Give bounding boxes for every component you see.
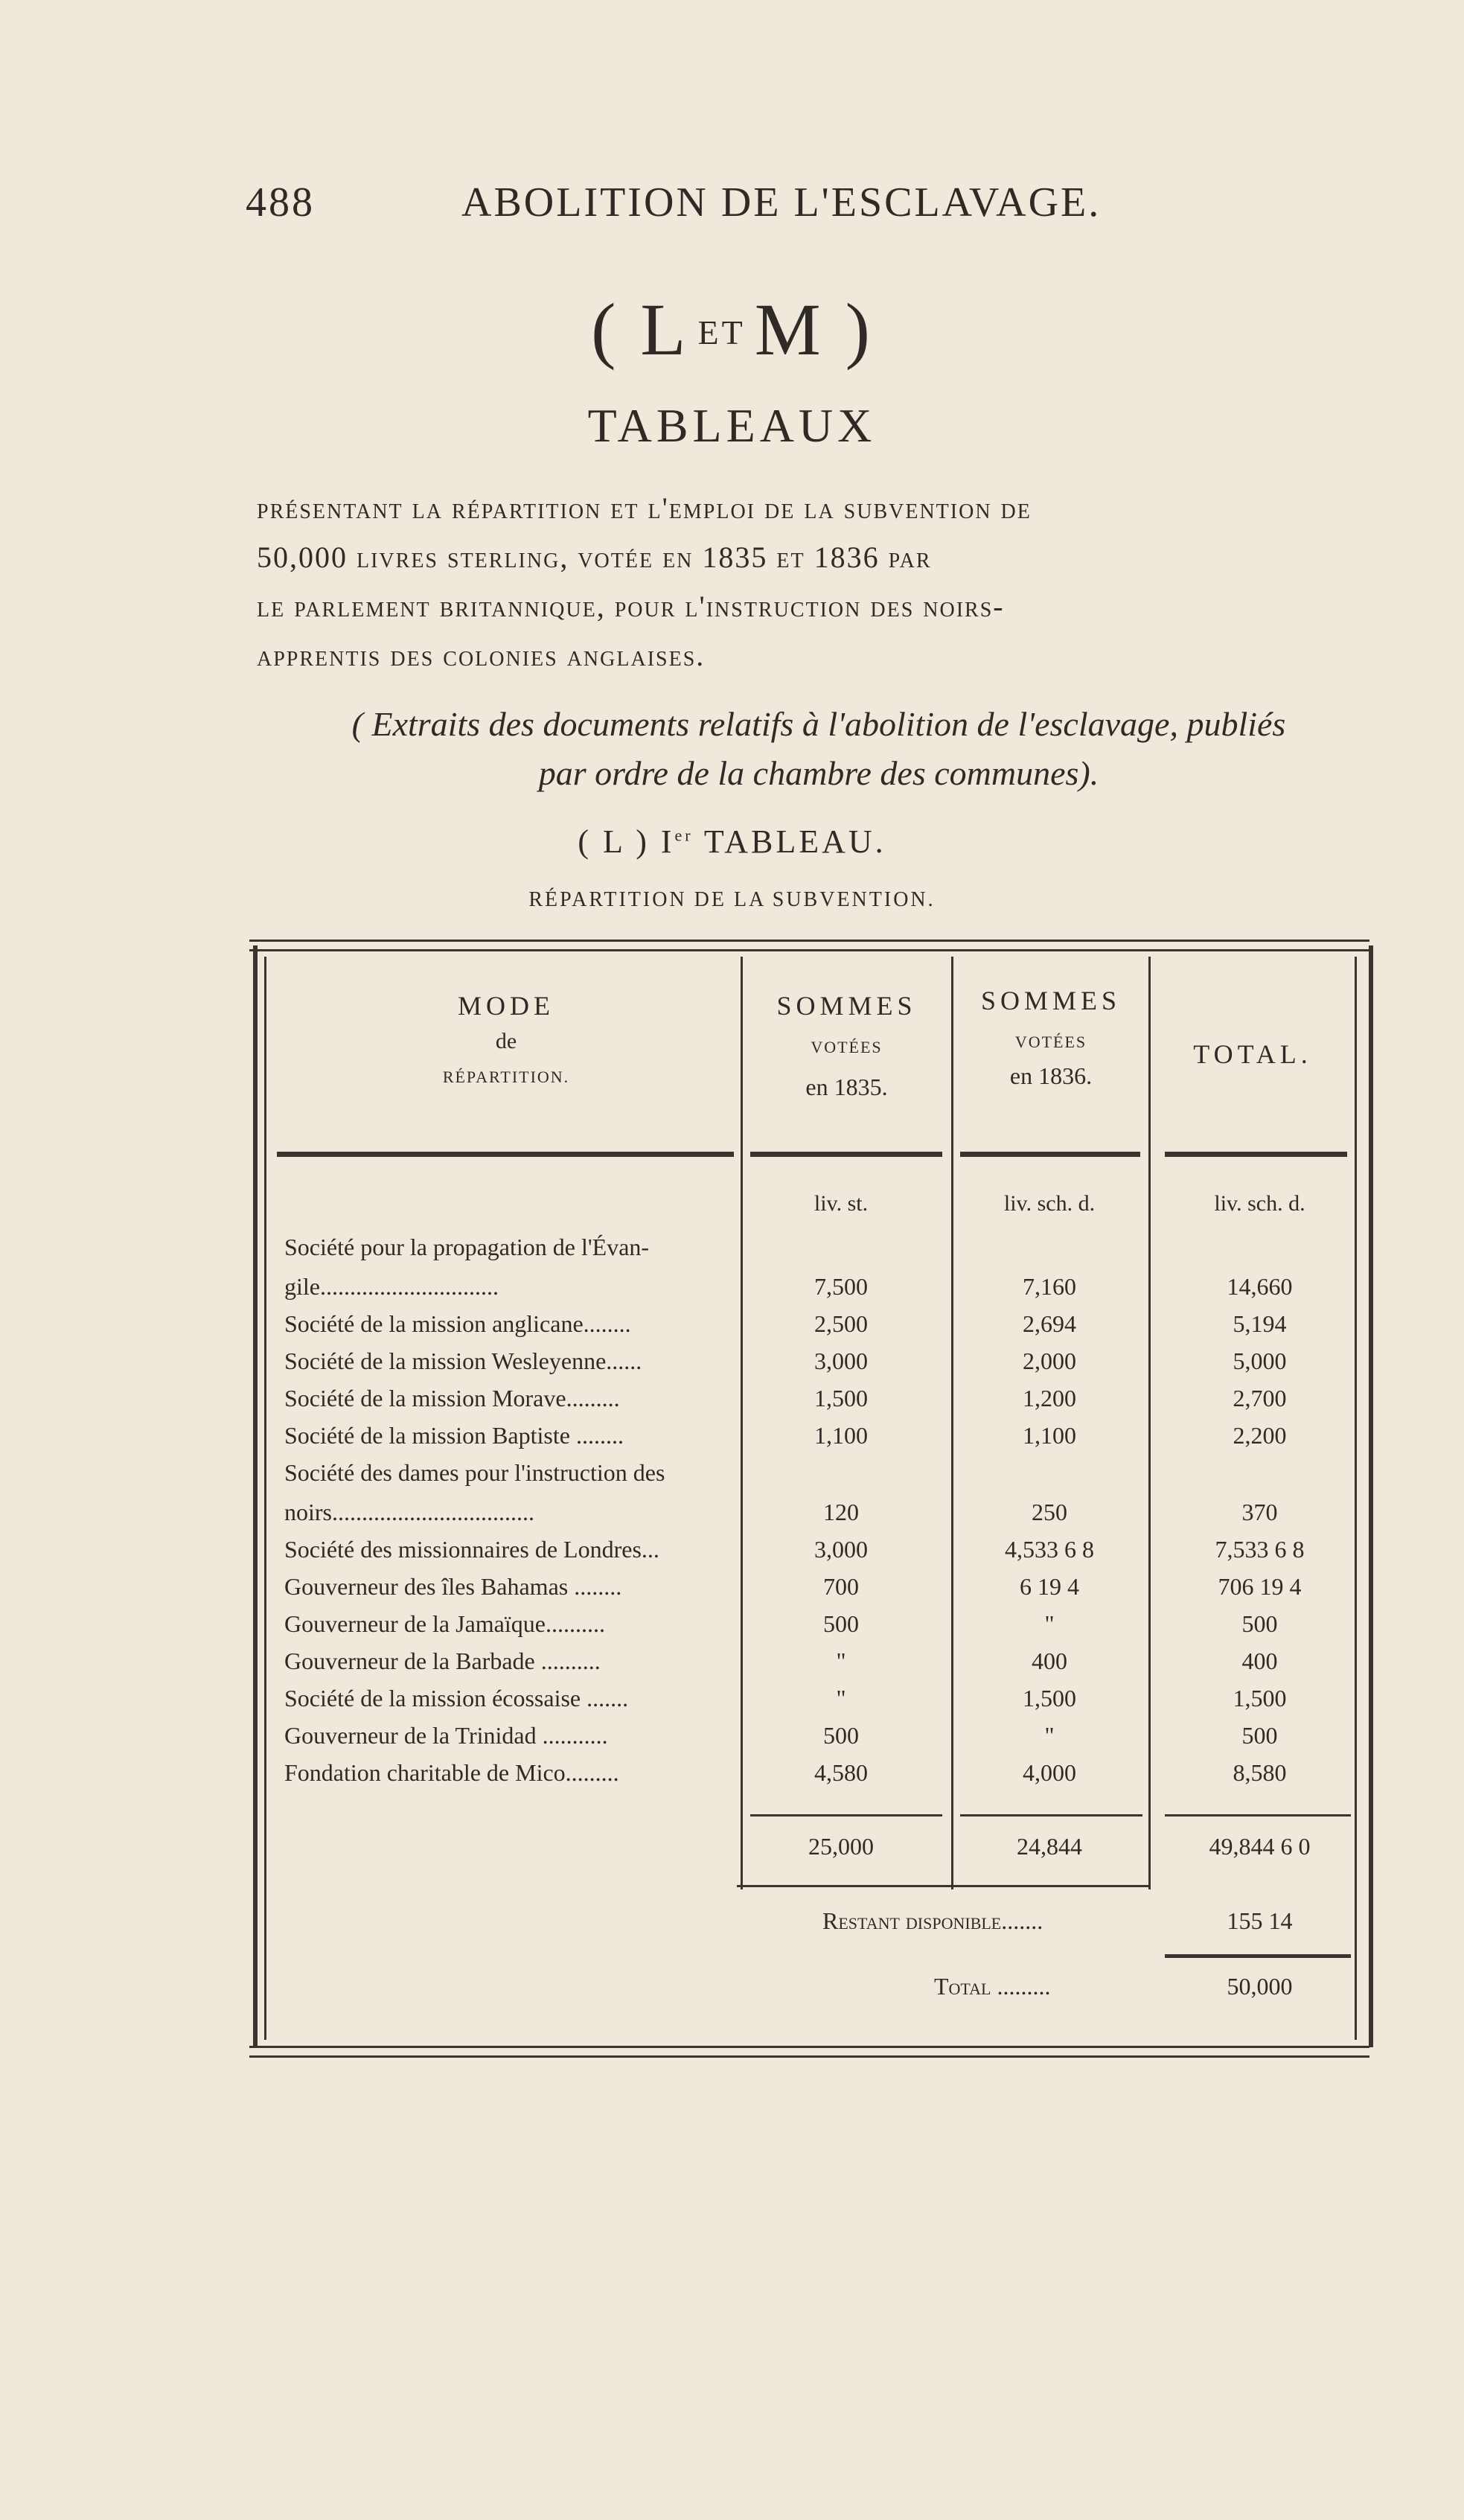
header-rule xyxy=(277,1152,734,1157)
table-bottom-rule xyxy=(249,2046,1369,2058)
section-heading: TABLEAUX xyxy=(587,399,877,452)
row-label: Société pour la propagation de l'Évan- xyxy=(284,1234,650,1260)
row-1835: 500 xyxy=(823,1722,859,1749)
table-row xyxy=(0,1536,1464,1572)
sum-rule xyxy=(1165,1814,1351,1816)
intro-line: apprentis des colonies anglaises. xyxy=(257,639,706,672)
table-row xyxy=(0,1499,1464,1534)
row-label: Fondation charitable de Mico......... xyxy=(284,1759,619,1786)
header-1836 xyxy=(955,985,1147,1090)
row-1836: 7,160 xyxy=(1023,1273,1076,1300)
table-subtitle: RÉPARTITION DE LA SUBVENTION. xyxy=(528,888,936,911)
row-total: 1,500 xyxy=(1233,1685,1287,1712)
header-1836-year: en 1836. xyxy=(1009,1062,1093,1089)
table-row xyxy=(0,1722,1464,1758)
table-row xyxy=(0,1422,1464,1458)
table-row xyxy=(0,1759,1464,1795)
table-title-sup: er xyxy=(674,826,694,845)
row-1835: 7,500 xyxy=(814,1273,868,1300)
row-total: 14,660 xyxy=(1227,1273,1293,1300)
restant-label: Restant disponible....... xyxy=(822,1907,1043,1934)
header-mode xyxy=(279,990,733,1087)
source-line: ( Extraits des documents relatifs à l'abolition de l'esclavage, publiés xyxy=(351,705,1286,743)
row-1835: 4,580 xyxy=(814,1759,868,1786)
row-total: 400 xyxy=(1241,1647,1278,1674)
row-total: 8,580 xyxy=(1233,1759,1287,1786)
row-1835: 120 xyxy=(823,1499,859,1525)
header-1835-year: en 1835. xyxy=(805,1074,888,1100)
row-total: 370 xyxy=(1241,1499,1278,1525)
total-rule xyxy=(1165,1954,1351,1958)
intro-line: 50,000 livres sterling, votée en 1835 et 1836 par xyxy=(257,540,932,574)
row-total: 5,000 xyxy=(1233,1347,1287,1374)
sum-1836: 24,844 xyxy=(1017,1833,1082,1860)
table-title-prefix: ( L ) I xyxy=(578,823,675,860)
row-1836: 1,200 xyxy=(1023,1385,1076,1411)
row-1835: 2,500 xyxy=(814,1310,868,1337)
header-total-label: TOTAL. xyxy=(1193,1039,1312,1069)
table-row xyxy=(0,1310,1464,1346)
row-total: 2,700 xyxy=(1233,1385,1287,1411)
row-1836: 2,694 xyxy=(1023,1310,1076,1337)
table-title-suffix: TABLEAU. xyxy=(693,823,886,860)
sum-1835: 25,000 xyxy=(808,1833,874,1860)
row-label: Société des missionnaires de Londres... xyxy=(284,1536,659,1563)
row-1836: 2,000 xyxy=(1023,1347,1076,1374)
unit-1835: liv. st. xyxy=(813,1191,869,1216)
row-label: Société de la mission Baptiste ........ xyxy=(284,1422,624,1449)
table-row xyxy=(0,1610,1464,1646)
et-word: ET xyxy=(697,313,746,351)
row-1836: 250 xyxy=(1032,1499,1067,1525)
restant-value: 155 14 xyxy=(1227,1907,1293,1934)
intro-line: présentant la répartition et l'emploi de la subvention de xyxy=(257,491,1032,525)
row-total: 5,194 xyxy=(1233,1310,1287,1337)
header-1836-votees: VOTÉES xyxy=(1014,1033,1087,1051)
row-label: Société de la mission Morave......... xyxy=(284,1385,620,1411)
row-1836: 4,000 xyxy=(1023,1759,1076,1786)
row-1836: " xyxy=(1044,1722,1055,1749)
row-total: 2,200 xyxy=(1233,1422,1287,1449)
table-row xyxy=(0,1347,1464,1383)
row-label: Gouverneur de la Jamaïque.......... xyxy=(284,1610,605,1637)
row-1835: 1,500 xyxy=(814,1385,868,1411)
row-label: Société de la mission Wesleyenne...... xyxy=(284,1347,642,1374)
row-label: Gouverneur de la Trinidad ........... xyxy=(284,1722,608,1749)
row-1835: 500 xyxy=(823,1610,859,1637)
table-row xyxy=(0,1234,1464,1269)
sum-row xyxy=(0,1833,1464,1869)
table-row xyxy=(0,1573,1464,1609)
table-row xyxy=(0,1459,1464,1495)
header-mode-de: de xyxy=(495,1029,517,1053)
header-1836-label: SOMMES xyxy=(980,986,1122,1015)
sum-rule xyxy=(960,1814,1142,1816)
total-value: 50,000 xyxy=(1227,1973,1293,2000)
unit-1836: liv. sch. d. xyxy=(1003,1191,1096,1216)
header-mode-rep: RÉPARTITION. xyxy=(442,1068,570,1086)
sum-rule xyxy=(750,1814,942,1816)
row-total: 7,533 6 8 xyxy=(1215,1536,1305,1563)
row-1835: 3,000 xyxy=(814,1536,868,1563)
row-1835: " xyxy=(836,1647,846,1674)
header-rule xyxy=(750,1152,942,1157)
row-1835: " xyxy=(836,1685,846,1712)
unit-total: liv. sch. d. xyxy=(1214,1191,1305,1216)
table-row xyxy=(0,1273,1464,1309)
row-total: 500 xyxy=(1241,1722,1278,1749)
source-line: par ordre de la chambre des communes). xyxy=(538,754,1099,792)
row-1836: 1,100 xyxy=(1023,1422,1076,1449)
row-label: Société des dames pour l'instruction des xyxy=(284,1459,665,1486)
table-row xyxy=(0,1647,1464,1683)
header-rule xyxy=(1165,1152,1347,1157)
row-label: noirs.................................. xyxy=(284,1499,534,1525)
row-1835: 3,000 xyxy=(814,1347,868,1374)
source-note xyxy=(290,700,1347,798)
table-title xyxy=(0,823,1464,861)
header-1835-label: SOMMES xyxy=(776,991,917,1021)
row-label: Société de la mission anglicane........ xyxy=(284,1310,631,1337)
row-label: Gouverneur de la Barbade .......... xyxy=(284,1647,601,1674)
row-1836: 1,500 xyxy=(1023,1685,1076,1712)
row-1836: 4,533 6 8 xyxy=(1005,1536,1094,1563)
row-1836: 400 xyxy=(1032,1647,1067,1674)
page-number: 488 xyxy=(246,179,315,226)
table-frame xyxy=(253,945,1373,2047)
header-total xyxy=(1152,1039,1353,1070)
row-1835: 700 xyxy=(823,1573,859,1600)
sum-total: 49,844 6 0 xyxy=(1209,1833,1311,1860)
table-row xyxy=(0,1385,1464,1420)
header-1835 xyxy=(744,990,949,1101)
total-label: Total ......... xyxy=(934,1973,1051,2000)
row-1836: 6 19 4 xyxy=(1020,1573,1079,1600)
running-title: ABOLITION DE L'ESCLAVAGE. xyxy=(461,179,1102,226)
row-1835: 1,100 xyxy=(814,1422,868,1449)
row-label: gile.............................. xyxy=(284,1273,499,1300)
table-row xyxy=(0,1685,1464,1720)
intro-line: le parlement britannique, pour l'instruction des noirs- xyxy=(257,590,1005,623)
header-rule xyxy=(960,1152,1140,1157)
letter-l: L xyxy=(640,288,689,371)
letter-m: M xyxy=(754,288,824,371)
row-1836: " xyxy=(1044,1610,1055,1637)
row-total: 500 xyxy=(1241,1610,1278,1637)
row-label: Gouverneur des îles Bahamas ........ xyxy=(284,1573,622,1600)
row-label: Société de la mission écossaise ....... xyxy=(284,1685,629,1712)
header-1835-votees: VOTÉES xyxy=(811,1038,883,1056)
intro-paragraph xyxy=(257,484,1373,680)
sum-under-rule xyxy=(737,1885,1150,1887)
section-letters: ( L ET M ) xyxy=(591,288,873,371)
row-total: 706 19 4 xyxy=(1218,1573,1302,1600)
header-mode-label: MODE xyxy=(458,991,554,1021)
